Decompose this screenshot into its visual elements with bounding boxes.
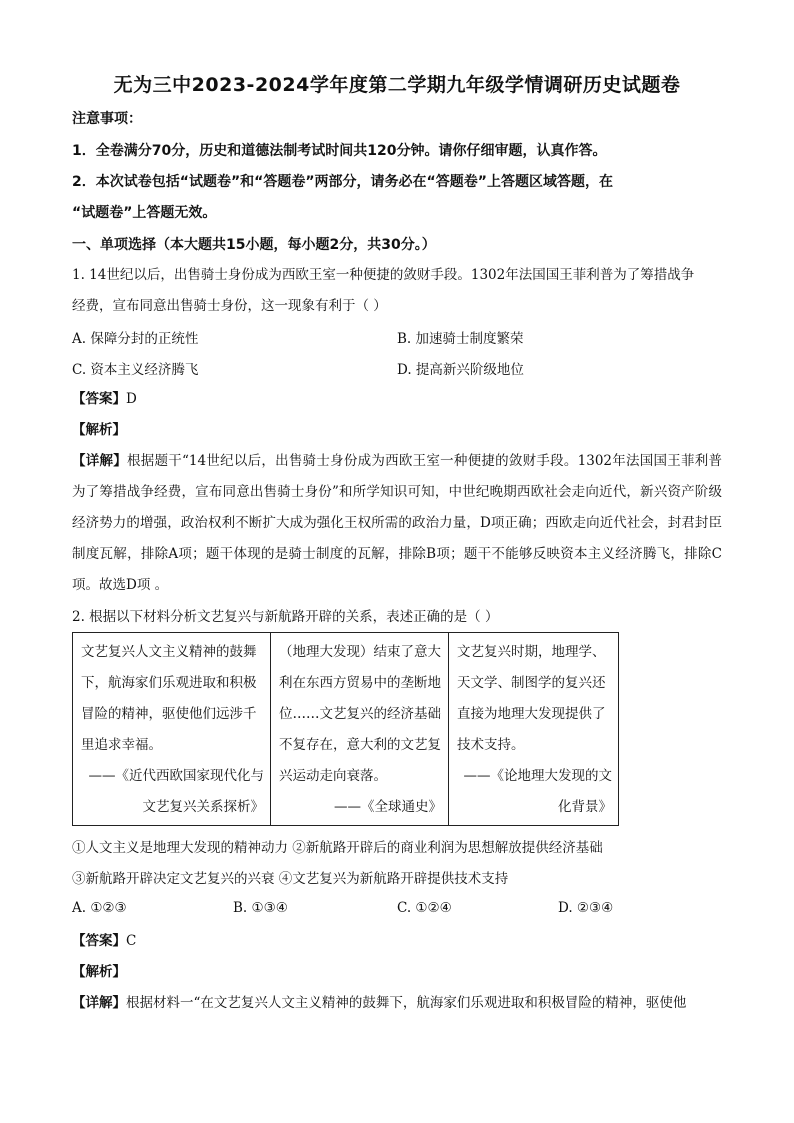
answer-value: C xyxy=(126,933,137,949)
q2-stem: 2. 根据以下材料分析文艺复兴与新航路开辟的关系，表述正确的是（ ） xyxy=(72,609,499,625)
answer-tag: 【答案】 xyxy=(72,391,126,407)
material-text: 文艺复兴时期，地理学、天文学、制图学的复兴还直接为地理大发现提供了技术支持。 xyxy=(457,644,606,753)
q2-option-c: C. ①②④ xyxy=(397,900,452,916)
q1-answer xyxy=(72,389,137,409)
q2-option-a: A. ①②③ xyxy=(72,900,127,916)
answer-tag: 【答案】 xyxy=(72,933,126,949)
q2-statements-line1: ①人文主义是地理大发现的精神动力 ②新航路开辟后的商业利润为思想解放提供经济基础 xyxy=(72,840,603,856)
detail-tag: 【详解】 xyxy=(72,453,128,469)
material-cell-3 xyxy=(449,633,619,826)
detail-text: 根据材料一“在文艺复兴人文主义精神的鼓舞下，航海家们乐观进取和积极冒险的精神，驱使他 xyxy=(126,995,687,1011)
q1-option-b: B. 加速骑士制度繁荣 xyxy=(397,331,524,347)
section-heading: 一、单项选择（本大题共15小题，每小题2分，共30分。） xyxy=(72,237,436,253)
q2-detail xyxy=(72,993,686,1013)
q1-option-a: A. 保障分封的正统性 xyxy=(72,331,199,347)
material-source: ——《全球通史》 xyxy=(334,799,442,815)
q1-stem-line2: 经费，宣布同意出售骑士身份，这一现象有利于（ ） xyxy=(72,298,387,314)
detail-tag: 【详解】 xyxy=(72,995,126,1011)
notice-item-3: “试题卷”上答题无效。 xyxy=(72,205,217,221)
materials-table xyxy=(72,632,619,826)
q2-analysis-tag xyxy=(72,962,126,982)
q1-option-c: C. 资本主义经济腾飞 xyxy=(72,362,199,378)
analysis-tag: 【解析】 xyxy=(72,964,126,980)
q1-detail xyxy=(72,446,722,601)
q2-option-d: D. ②③④ xyxy=(558,900,614,916)
answer-value: D xyxy=(126,391,137,407)
q2-answer xyxy=(72,931,136,951)
material-source: ——《论地理大发现的文化背景》 xyxy=(463,768,612,815)
notice-item-1: 1．全卷满分70分，历史和道德法制考试时间共120分钟。请你仔细审题，认真作答。 xyxy=(72,143,607,159)
q1-analysis-tag xyxy=(72,420,126,440)
material-text: 文艺复兴人文主义精神的鼓舞下，航海家们乐观进取和积极冒险的精神，驱使他们远涉千里追求幸福。 xyxy=(81,644,257,753)
material-cell-1 xyxy=(73,633,271,826)
exam-title: 无为三中2023-2024学年度第二学期九年级学情调研历史试题卷 xyxy=(113,74,681,96)
q2-statements-line2: ③新航路开辟决定文艺复兴的兴衰 ④文艺复兴为新航路开辟提供技术支持 xyxy=(72,871,509,887)
material-text: （地理大发现）结束了意大利在东西方贸易中的垄断地位……文艺复兴的经济基础不复存在，意大利的文艺复兴运动走向衰落。 xyxy=(279,644,441,784)
q2-option-b: B. ①③④ xyxy=(233,900,288,916)
detail-text: 根据题干“14世纪以后，出售骑士身份成为西欧王室一种便捷的敛财手段。1302年法国国王菲利普为了筹措战争经费，宣布同意出售骑士身份”和所学知识可知，中世纪晚期西欧社会走向近代，新兴资产阶级经济势力的增强，政治权利不断扩大成为强化王权所需的政治力量，D项正确；西欧走向近代社会，封君封臣制度瓦解，排除A项；题干体现的是骑士制度的瓦解，排除B项；题干不能够反映资本主义经济腾飞，排除C项。故选D项 。 xyxy=(72,453,723,593)
notice-item-2: 2．本次试卷包括“试题卷”和“答题卷”两部分，请务必在“答题卷”上答题区域答题，在 xyxy=(72,174,613,190)
analysis-tag: 【解析】 xyxy=(72,422,126,438)
notice-heading: 注意事项： xyxy=(72,111,142,127)
material-source: ——《近代西欧国家现代化与文艺复兴关系探析》 xyxy=(88,768,264,815)
q1-option-d: D. 提高新兴阶级地位 xyxy=(397,362,524,378)
material-cell-2 xyxy=(271,633,449,826)
q1-stem-line1: 1. 14世纪以后，出售骑士身份成为西欧王室一种便捷的敛财手段。1302年法国国王菲利普为了筹措战争 xyxy=(72,267,695,283)
